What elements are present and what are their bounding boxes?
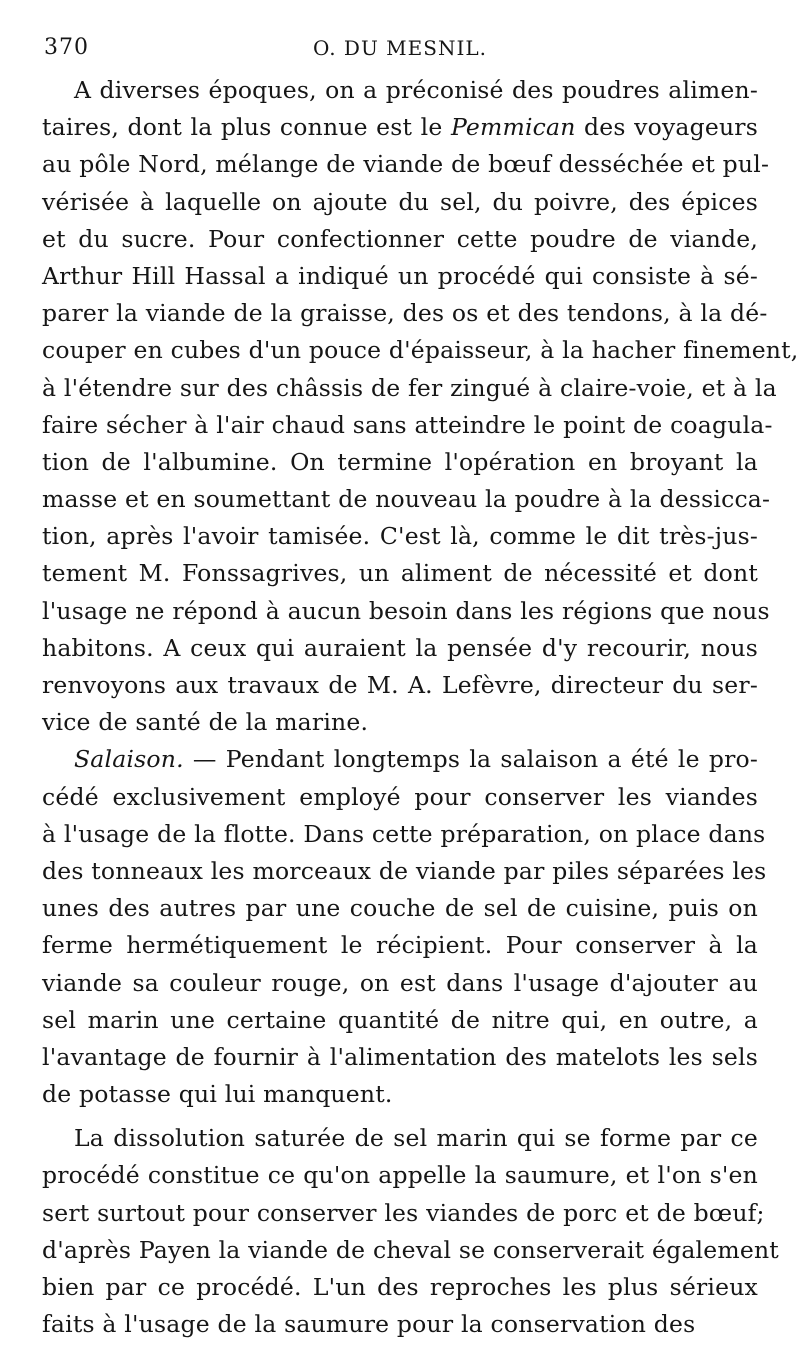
text-run: taires, dont la plus connue est le (42, 113, 451, 142)
text-line: ferme hermétiquement le récipient. Pour conserver à la (42, 931, 758, 960)
text-line: sert surtout pour conserver les viandes de porc et de bœuf; (42, 1198, 765, 1227)
text-line: masse et en soumettant de nouveau la poudre à la dessicca- (42, 485, 771, 514)
text-line: à l'étendre sur des châssis de fer zingué à claire-voie, et à la (42, 373, 777, 402)
text-line: au pôle Nord, mélange de viande de bœuf desséchée et pul- (42, 150, 770, 179)
italic-term: Salaison. (74, 745, 184, 774)
text-line: à l'usage de la flotte. Dans cette préparation, on place dans (42, 819, 766, 848)
text-line: faits à l'usage de la saumure pour la conservation des (42, 1310, 696, 1339)
text-line: l'avantage de fournir à l'alimentation des matelots les sels (42, 1042, 758, 1071)
paragraph-gap (42, 1113, 758, 1120)
text-line: tion de l'albumine. On termine l'opération en broyant la (42, 447, 758, 476)
running-title: O. DU MESNIL. (312, 36, 487, 60)
text-line: d'après Payen la viande de cheval se conserverait également (42, 1235, 779, 1264)
page-number: 370 (44, 35, 89, 60)
paragraph (42, 72, 799, 741)
text-line: faire sécher à l'air chaud sans atteindre le point de coagula- (42, 410, 773, 439)
text-line: couper en cubes d'un pouce d'épaisseur, à la hacher finement, (42, 336, 799, 365)
text-line: tement M. Fonssagrives, un aliment de nécessité et dont (42, 559, 758, 588)
italic-term: Pemmican (450, 113, 576, 142)
text-line: sel marin une certaine quantité de nitre qui, en outre, a (42, 1005, 758, 1034)
text-line: et du sucre. Pour confectionner cette poudre de viande, (42, 224, 758, 253)
text-line: procédé constitue ce qu'on appelle la saumure, et l'on s'en (42, 1161, 758, 1190)
text-line (42, 109, 758, 146)
text-line: bien par ce procédé. L'un des reproches les plus sérieux (42, 1273, 758, 1301)
body-text (42, 72, 799, 1343)
text-line: parer la viande de la graisse, des os et des tendons, à la dé- (42, 299, 768, 328)
text-line: de potasse qui lui manquent. (42, 1080, 393, 1109)
text-run: des voyageurs (575, 113, 759, 142)
text-run: — Pendant longtemps la salaison a été le pro- (183, 745, 758, 774)
text-line: La dissolution saturée de sel marin qui se forme par ce (74, 1124, 758, 1153)
text-line: tion, après l'avoir tamisée. C'est là, comme le dit très-jus- (42, 522, 758, 551)
paragraph (42, 741, 767, 1113)
running-head (40, 30, 760, 66)
text-line: Arthur Hill Hassal a indiqué un procédé qui consiste à sé- (42, 261, 758, 290)
text-line: l'usage ne répond à aucun besoin dans les régions que nous (42, 596, 770, 625)
text-line: habitons. A ceux qui auraient la pensée d'y recourir, nous (42, 633, 758, 662)
text-line (42, 741, 758, 778)
text-line: vice de santé de la marine. (42, 708, 369, 737)
text-line: cédé exclusivement employé pour conserver les viandes (42, 782, 758, 811)
text-line: des tonneaux les morceaux de viande par piles séparées les (42, 856, 767, 885)
text-line: viande sa couleur rouge, on est dans l'usage d'ajouter au (42, 968, 758, 997)
text-line: A diverses époques, on a préconisé des poudres alimen- (74, 76, 758, 104)
text-line: renvoyons aux travaux de M. A. Lefèvre, directeur du ser- (42, 671, 758, 699)
text-line: vérisée à laquelle on ajoute du sel, du poivre, des épices (42, 187, 758, 216)
paragraph (42, 1120, 779, 1343)
text-line: unes des autres par une couche de sel de cuisine, puis on (42, 894, 758, 923)
